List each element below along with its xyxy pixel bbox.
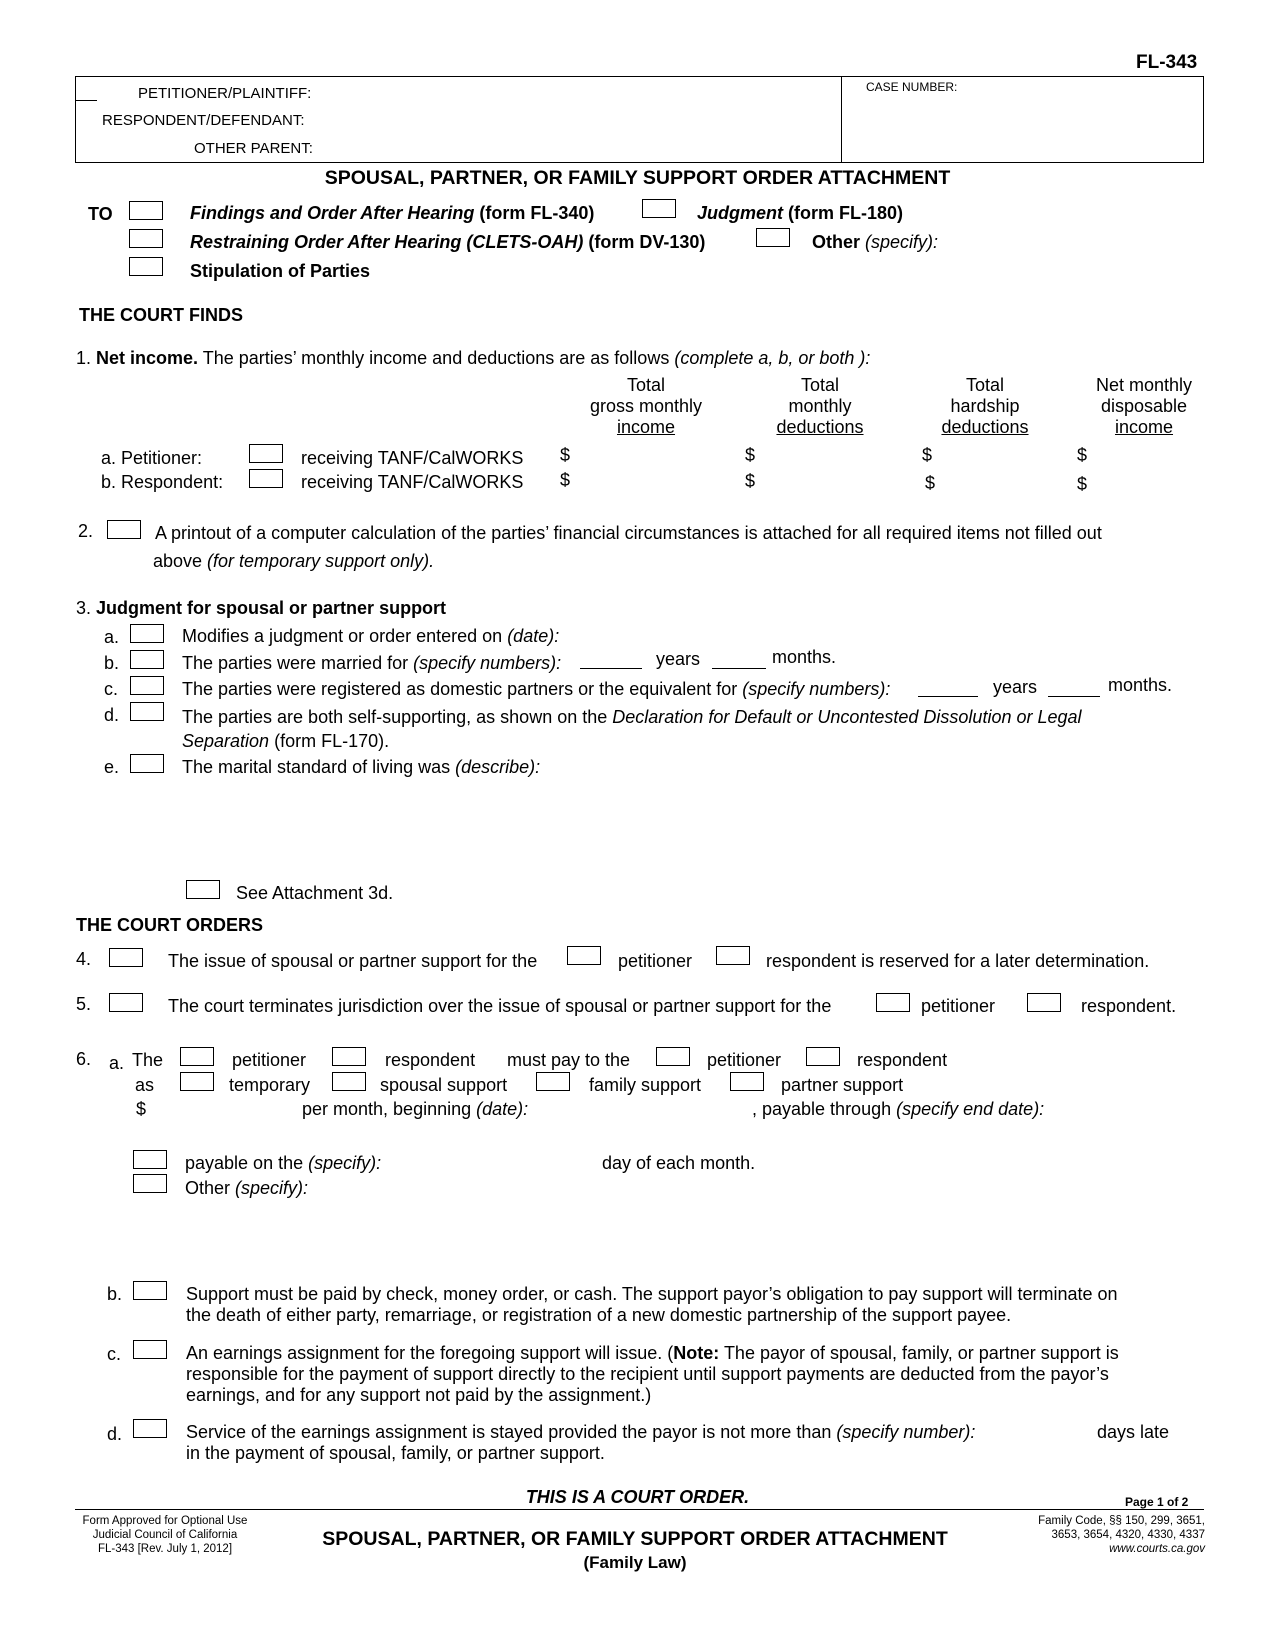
item6d-line1: Service of the earnings assignment is stayed provided the payor is not more than (specify number): bbox=[186, 1422, 976, 1442]
dollar-sign: $ bbox=[1077, 445, 1088, 465]
temporary-label: temporary bbox=[229, 1075, 311, 1095]
court-orders-heading: THE COURT ORDERS bbox=[76, 915, 264, 935]
footer-right: Family Code, §§ 150, 299, 3651, 3653, 3654, 4320, 4330, 4337 www.courts.ca.gov bbox=[1038, 1515, 1205, 1555]
dollar-sign: $ bbox=[925, 473, 936, 493]
item6c-line1: An earnings assignment for the foregoing support will issue. (Note: The payor of spousal, family, or partner support is bbox=[186, 1343, 1119, 1363]
item3d-letter: d. bbox=[104, 705, 120, 725]
item4-number: 4. bbox=[76, 949, 92, 969]
judgment-option: Judgment (form FL-180) bbox=[697, 203, 904, 223]
item6a-letter: a. bbox=[109, 1053, 125, 1073]
months-label: months. bbox=[1108, 675, 1173, 695]
dollar-sign: $ bbox=[560, 470, 571, 490]
checkbox-3e[interactable] bbox=[130, 754, 164, 773]
col-gross-income: Total gross monthly income bbox=[589, 375, 703, 437]
checkbox-6a-family[interactable] bbox=[536, 1072, 570, 1091]
restraining-option: Restraining Order After Hearing (CLETS-OAH) (form DV-130) bbox=[190, 232, 706, 252]
court-order-notice: THIS IS A COURT ORDER. bbox=[525, 1487, 750, 1507]
item2-number: 2. bbox=[78, 521, 94, 541]
item6b-line1: Support must be paid by check, money order, or cash. The support payor’s obligation to pay support will terminate on bbox=[186, 1284, 1118, 1304]
page-number: Page 1 of 2 bbox=[1125, 1495, 1189, 1509]
checkbox-see-attachment[interactable] bbox=[186, 880, 220, 899]
col-net-income: Net monthly disposable income bbox=[1095, 375, 1193, 437]
partner-months-field[interactable] bbox=[1048, 696, 1100, 697]
checkbox-payable-on[interactable] bbox=[133, 1150, 167, 1169]
case-number-label: CASE NUMBER: bbox=[866, 80, 958, 94]
amount-dollar: $ bbox=[136, 1099, 147, 1119]
item3e-letter: e. bbox=[104, 757, 120, 777]
married-months-field[interactable] bbox=[712, 668, 766, 669]
other-parent-label: OTHER PARENT: bbox=[194, 140, 313, 157]
footer-title: SPOUSAL, PARTNER, OR FAMILY SUPPORT ORDER ATTACHMENT bbox=[322, 1528, 948, 1550]
form-id: FL-343 bbox=[1136, 52, 1198, 73]
item3d-line1: The parties are both self-supporting, as shown on the Declaration for Default or Uncontested Dissolution or Legal bbox=[182, 707, 1082, 727]
footer-rule bbox=[75, 1509, 1204, 1510]
checkbox-6a-temporary[interactable] bbox=[180, 1072, 214, 1091]
item4-text: The issue of spousal or partner support for the bbox=[168, 951, 538, 971]
respondent-tanf-label: receiving TANF/CalWORKS bbox=[301, 472, 524, 492]
checkbox-4[interactable] bbox=[109, 948, 143, 967]
row-a-label: a. Petitioner: bbox=[101, 448, 203, 468]
dollar-sign: $ bbox=[1077, 474, 1088, 494]
checkbox-6a-payee-respondent[interactable] bbox=[806, 1047, 840, 1066]
payee-petitioner-label: petitioner bbox=[707, 1050, 782, 1070]
checkbox-findings[interactable] bbox=[129, 201, 163, 220]
col-monthly-deductions: Total monthly deductions bbox=[776, 375, 864, 437]
item5-number: 5. bbox=[76, 994, 92, 1014]
item5-text: The court terminates jurisdiction over the issue of spousal or partner support for the bbox=[168, 996, 832, 1016]
row-b-label: b. Respondent: bbox=[101, 472, 224, 492]
checkbox-6a-payee-petitioner[interactable] bbox=[656, 1047, 690, 1066]
col-hardship-deductions: Total hardship deductions bbox=[941, 375, 1029, 437]
family-support-label: family support bbox=[589, 1075, 702, 1095]
item6a-the: The bbox=[132, 1050, 164, 1070]
payee-respondent-label: respondent bbox=[857, 1050, 948, 1070]
checkbox-6b[interactable] bbox=[133, 1281, 167, 1300]
item6c-line3: earnings, and for any support not paid by the assignment.) bbox=[186, 1385, 652, 1405]
court-finds-heading: THE COURT FINDS bbox=[79, 305, 243, 325]
partner-support-label: partner support bbox=[781, 1075, 904, 1095]
item3-heading: 3. Judgment for spousal or partner support bbox=[76, 598, 447, 618]
checkbox-3d[interactable] bbox=[130, 702, 164, 721]
to-label: TO bbox=[88, 204, 113, 224]
petitioner-label: PETITIONER/PLAINTIFF: bbox=[138, 85, 312, 102]
checkbox-5-petitioner[interactable] bbox=[876, 993, 910, 1012]
checkbox-3a[interactable] bbox=[130, 624, 164, 643]
item2-line1: A printout of a computer calculation of the parties’ financial circumstances is attached for all required items not filled out bbox=[155, 523, 1102, 543]
petitioner-tanf-label: receiving TANF/CalWORKS bbox=[301, 448, 524, 468]
months-label: months. bbox=[772, 647, 837, 667]
married-years-field[interactable] bbox=[580, 668, 642, 669]
dollar-sign: $ bbox=[922, 445, 933, 465]
partner-years-field[interactable] bbox=[918, 696, 978, 697]
item6b-line2: the death of either party, remarriage, or registration of a new domestic partnership of the support payee. bbox=[186, 1305, 1012, 1325]
respondent-label: RESPONDENT/DEFENDANT: bbox=[102, 112, 305, 129]
see-attachment-label: See Attachment 3d. bbox=[236, 883, 394, 903]
item3c-letter: c. bbox=[104, 679, 119, 699]
dollar-sign: $ bbox=[560, 445, 571, 465]
checkbox-6a-payor-respondent[interactable] bbox=[332, 1047, 366, 1066]
checkbox-stipulation[interactable] bbox=[129, 257, 163, 276]
checkbox-other[interactable] bbox=[756, 228, 790, 247]
item3b-text: The parties were married for (specify numbers): bbox=[182, 653, 562, 673]
checkbox-other-payment[interactable] bbox=[133, 1174, 167, 1193]
checkbox-6a-payor-petitioner[interactable] bbox=[180, 1047, 214, 1066]
checkbox-6a-partner[interactable] bbox=[730, 1072, 764, 1091]
other-option: Other (specify): bbox=[812, 232, 939, 252]
must-pay-label: must pay to the bbox=[507, 1050, 631, 1070]
item3a-text: Modifies a judgment or order entered on (date): bbox=[182, 626, 560, 646]
footer-subtitle: (Family Law) bbox=[583, 1553, 687, 1572]
item3a-letter: a. bbox=[104, 627, 120, 647]
findings-option: Findings and Order After Hearing (form FL-340) bbox=[190, 203, 595, 223]
checkbox-5-respondent[interactable] bbox=[1027, 993, 1061, 1012]
per-month-label: per month, beginning (date): bbox=[302, 1099, 529, 1119]
days-late-label: days late bbox=[1097, 1422, 1170, 1442]
day-of-month-label: day of each month. bbox=[602, 1153, 756, 1173]
item6c-letter: c. bbox=[107, 1344, 122, 1364]
stipulation-option: Stipulation of Parties bbox=[190, 261, 371, 281]
item3d-line2: Separation (form FL-170). bbox=[182, 731, 390, 751]
dollar-sign: $ bbox=[745, 471, 756, 491]
checkbox-judgment[interactable] bbox=[642, 199, 676, 218]
checkbox-respondent-tanf[interactable] bbox=[249, 469, 283, 488]
as-label: as bbox=[135, 1075, 155, 1095]
years-label: years bbox=[656, 649, 701, 669]
payor-petitioner-label: petitioner bbox=[232, 1050, 307, 1070]
item6c-line2: responsible for the payment of support directly to the recipient until support payments are deducted from the payor’s bbox=[186, 1364, 1109, 1384]
checkbox-3b[interactable] bbox=[130, 650, 164, 669]
checkbox-4-petitioner[interactable] bbox=[567, 946, 601, 965]
checkbox-6c[interactable] bbox=[133, 1340, 167, 1359]
checkbox-5[interactable] bbox=[109, 993, 143, 1012]
caption-divider bbox=[841, 76, 842, 163]
item6d-line2: in the payment of spousal, family, or partner support. bbox=[186, 1443, 605, 1463]
item6-number: 6. bbox=[76, 1049, 92, 1069]
spousal-support-label: spousal support bbox=[380, 1075, 508, 1095]
item5-respondent-label: respondent. bbox=[1081, 996, 1177, 1016]
other-payment-label: Other (specify): bbox=[185, 1178, 309, 1198]
payable-through-label: , payable through (specify end date): bbox=[752, 1099, 1045, 1119]
checkbox-restraining-order[interactable] bbox=[129, 229, 163, 248]
page-title: SPOUSAL, PARTNER, OR FAMILY SUPPORT ORDER ATTACHMENT bbox=[324, 167, 951, 189]
checkbox-computer-printout[interactable] bbox=[107, 520, 141, 539]
item5-petitioner-label: petitioner bbox=[921, 996, 996, 1016]
item3b-letter: b. bbox=[104, 653, 120, 673]
item2-line2: above (for temporary support only). bbox=[153, 551, 435, 571]
checkbox-6d[interactable] bbox=[133, 1419, 167, 1438]
item4-respondent-text: respondent is reserved for a later determination. bbox=[766, 951, 1150, 971]
checkbox-4-respondent[interactable] bbox=[716, 946, 750, 965]
caption-mark bbox=[75, 100, 97, 101]
checkbox-3c[interactable] bbox=[130, 676, 164, 695]
item4-petitioner-label: petitioner bbox=[618, 951, 693, 971]
years-label: years bbox=[993, 677, 1038, 697]
item3e-text: The marital standard of living was (describe): bbox=[182, 757, 541, 777]
footer-left: Form Approved for Optional Use Judicial Council of California FL-343 [Rev. July 1, 2012] bbox=[82, 1515, 248, 1555]
checkbox-petitioner-tanf[interactable] bbox=[249, 444, 283, 463]
item1-text: 1. Net income. The parties’ monthly income and deductions are as follows (complete a, b, or both ): bbox=[76, 348, 871, 368]
item3c-text: The parties were registered as domestic partners or the equivalent for (specify numbers): bbox=[182, 679, 891, 699]
payable-on-label: payable on the (specify): bbox=[185, 1153, 382, 1173]
item6b-letter: b. bbox=[107, 1284, 123, 1304]
payor-respondent-label: respondent bbox=[385, 1050, 476, 1070]
dollar-sign: $ bbox=[745, 445, 756, 465]
checkbox-6a-spousal[interactable] bbox=[332, 1072, 366, 1091]
item6d-letter: d. bbox=[107, 1424, 123, 1444]
